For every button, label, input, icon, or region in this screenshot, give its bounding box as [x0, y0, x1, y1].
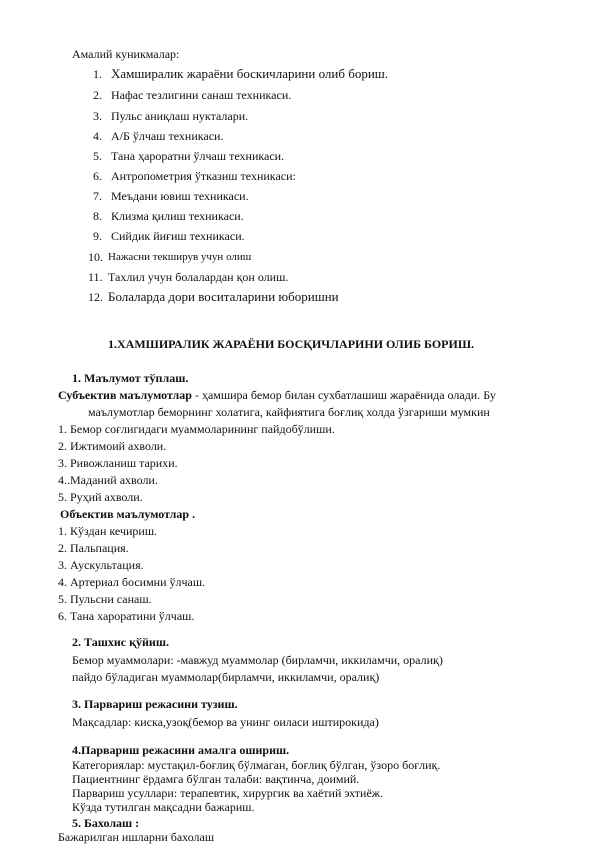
list-item: Антропометрия ўтказиш техникаси: — [111, 169, 296, 183]
list-item: А/Б ўлчаш техникаси. — [111, 129, 224, 143]
list-item: Тахлил учун болалардан қон олиш. — [108, 270, 289, 284]
list-item-number: 2. — [93, 88, 102, 102]
list-item-number: 3. — [93, 109, 102, 123]
list-item-number: 10. — [88, 250, 103, 264]
objective-label: Объектив маълумотлар . — [60, 507, 196, 521]
list-item: 3. Ривожланиш тарихи. — [58, 456, 178, 470]
list-item-number: 5. — [93, 149, 102, 163]
step4-line: Категориялар: мустақил-боғлиқ бўлмаган, боғлиқ бўлган, ўзоро боғлиқ. — [72, 758, 441, 772]
step5-line: Бажарилган ишларни бахолаш — [58, 830, 215, 844]
list-item-number: 6. — [93, 169, 102, 183]
list-item: Болаларда дори воситаларини юборишни — [108, 289, 339, 304]
list-item-number: 1. — [93, 67, 102, 81]
step4-line: Парвариш усуллари: терапевтик, хирургик ва хаётий эхтиёж. — [72, 786, 384, 800]
list-item: 6. Тана хароратини ўлчаш. — [58, 609, 195, 623]
list-item: Меъдани ювиш техникаси. — [111, 189, 249, 203]
list-item: Нажасни текширув учун олиш — [108, 251, 252, 263]
list-item-number: 12. — [88, 290, 103, 304]
step4-title — [72, 744, 289, 756]
list-item: Хамширалик жараёни боскичларини олиб бориш. — [111, 66, 389, 81]
step2-title: 2. Ташхис қўйиш. — [72, 635, 169, 649]
list-item: 5. Пульсни санаш. — [58, 592, 152, 606]
list-item-number: 4. — [93, 129, 102, 143]
subjective-text: - ҳамшира бемор билан сухбатлашиш жараёнида олади. Бу — [191, 388, 496, 402]
list-item: 2. Ижтимоий ахволи. — [58, 439, 167, 453]
list-item-number: 11. — [88, 270, 103, 284]
step3-title: 3. Парвариш режасини тузиш. — [72, 697, 238, 711]
list-item: Нафас тезлигини санаш техникаси. — [111, 88, 292, 102]
step3-line: Мақсадлар: киска,узоқ(бемор ва унинг оиласи иштирокида) — [72, 715, 379, 729]
list-item: 1. Кўздан кечириш. — [58, 524, 158, 538]
step4-line: Кўзда тутилган мақсадни бажариш. — [72, 800, 255, 814]
step4-title-text: 4.Парвариш режасини амалга ошириш. — [72, 743, 290, 757]
list-item: Тана ҳароратни ўлчаш техникаси. — [111, 149, 285, 163]
list-item: 3. Аускультация. — [58, 558, 144, 572]
list-item: Пульс аниқлаш нукталари. — [111, 109, 249, 123]
subjective-label: Субъектив маълумотлар — [58, 388, 192, 402]
skills-heading: Амалий куникмалар: — [72, 47, 180, 61]
list-item-number: 9. — [93, 229, 102, 243]
step2-line: Бемор муаммолари: -мавжуд муаммолар (бирламчи, иккиламчи, оралиқ) — [72, 653, 443, 667]
list-item: 5. Руҳий ахволи. — [58, 490, 143, 504]
list-item-number: 7. — [93, 189, 102, 203]
subjective-line — [58, 389, 496, 401]
step1-title: 1. Маълумот тўплаш. — [72, 371, 189, 385]
subjective-text-continued: маълумотлар беморнинг холатига, кайфиятига боғлиқ холда ўзгариши мумкин — [88, 405, 490, 419]
list-item: 4..Маданий ахволи. — [58, 473, 158, 487]
list-item: Клизма қилиш техникаси. — [111, 209, 244, 223]
step2-line: пайдо бўладиган муаммолар(бирламчи, иккиламчи, оралиқ) — [72, 670, 380, 684]
section-title: 1.ХАМШИРАЛИК ЖАРАЁНИ БОСҚИЧЛАРИНИ ОЛИБ БОРИШ. — [108, 337, 475, 351]
list-item-number: 8. — [93, 209, 102, 223]
list-item: Сийдик йиғиш техникаси. — [111, 229, 245, 243]
step4-line: Пациентнинг ёрдамга бўлган талаби: вақтинча, доимий. — [72, 772, 360, 786]
list-item: 2. Пальпация. — [58, 541, 129, 555]
list-item: 4. Артериал босимни ўлчаш. — [58, 575, 206, 589]
list-item: 1. Бемор соғлигидаги муаммоларининг пайдобўлиши. — [58, 422, 335, 436]
step5-title: 5. Бахолаш : — [72, 816, 140, 830]
